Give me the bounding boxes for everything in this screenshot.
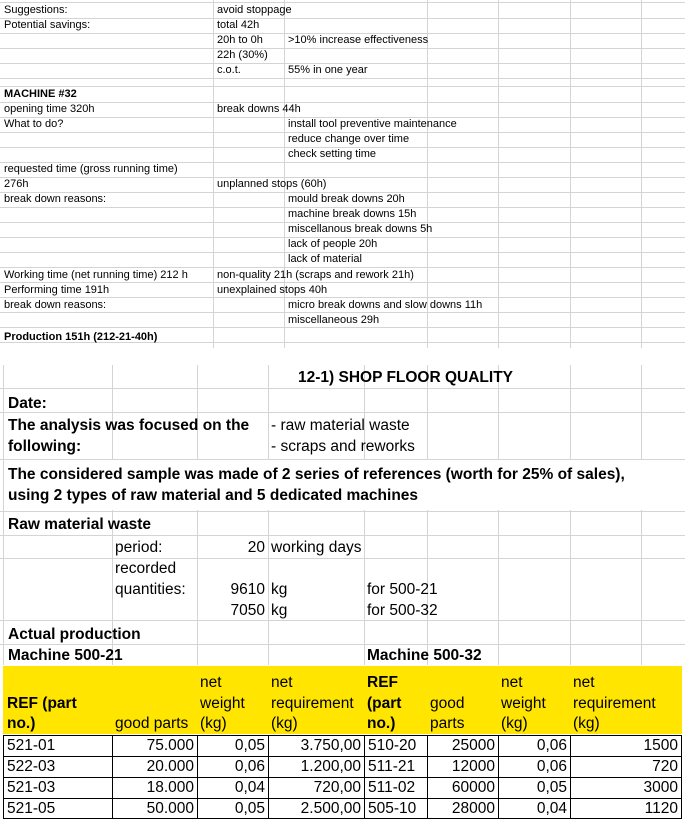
cell-ref: 511-21: [364, 756, 427, 777]
reason-item: machine break downs 15h: [288, 208, 417, 220]
savings-total: total 42h: [217, 19, 260, 31]
reason-item: lack of material: [288, 253, 362, 265]
cell-ref: 521-03: [3, 777, 112, 798]
cell-ref: 521-01: [3, 735, 112, 756]
header-weight-right: (kg): [501, 715, 528, 732]
production-table: [3, 735, 682, 819]
sample-line-1: The considered sample was made of 2 series of references (worth for 25% of sales),: [8, 466, 625, 483]
cell-net-weight: 0,04: [197, 777, 268, 798]
cell-good-parts: 12000: [427, 756, 498, 777]
cell-net-weight: 0,05: [498, 777, 570, 798]
cell-ref: 521-05: [3, 798, 112, 819]
date-label: Date:: [8, 395, 47, 412]
cell-net-weight: 0,05: [197, 735, 268, 756]
requested-time-value: 276h: [4, 178, 29, 190]
table-row: [3, 756, 682, 777]
cell-good-parts: 18.000: [112, 777, 197, 798]
period-unit: working days: [271, 539, 362, 556]
header-weight-right: net: [501, 674, 523, 691]
savings-line-1-note: >10% increase effectiveness: [288, 34, 429, 46]
machine-500-32-label: Machine 500-32: [367, 647, 482, 664]
break-down-reasons-label: break down reasons:: [4, 193, 107, 205]
cell-net-requirement: 2.500,00: [268, 798, 364, 819]
cell-ref: 522-03: [3, 756, 112, 777]
section-title: 12-1) SHOP FLOOR QUALITY: [298, 369, 514, 386]
break-down-reasons-2-label: break down reasons:: [4, 299, 107, 311]
header-weight-left: net: [200, 674, 222, 691]
unexplained-stops: unexplained stops 40h: [217, 284, 328, 296]
machine-32-title: MACHINE #32: [4, 88, 77, 100]
savings-line-3: c.o.t.: [217, 64, 241, 76]
cell-net-weight: 0,06: [197, 756, 268, 777]
header-req-left: net: [271, 674, 293, 691]
quantity-500-21: 9610: [230, 581, 265, 598]
cell-net-weight: 0,06: [498, 735, 570, 756]
quantity-500-32-unit: kg: [271, 602, 288, 619]
focus-item: - raw material waste: [271, 417, 410, 434]
header-req-right: net: [573, 674, 595, 691]
header-req-right: requirement: [573, 695, 656, 712]
focus-label-line-2: following:: [8, 438, 82, 455]
quantity-500-32: 7050: [230, 602, 265, 619]
cell-net-requirement: 3.750,00: [268, 735, 364, 756]
working-time: Working time (net running time) 212 h: [4, 269, 188, 281]
breakdowns-total: break downs 44h: [217, 103, 301, 115]
quantity-500-21-ref: for 500-21: [367, 581, 438, 598]
suggestions-label: Suggestions:: [4, 4, 68, 16]
header-good-right: parts: [430, 715, 465, 732]
header-req-right: (kg): [573, 715, 600, 732]
header-ref-left: REF (part: [7, 695, 77, 712]
cell-net-requirement: 1500: [570, 735, 682, 756]
suggestions-value: avoid stoppage: [217, 4, 292, 16]
machine-500-21-label: Machine 500-21: [8, 647, 123, 664]
cell-net-requirement: 1120: [570, 798, 682, 819]
reason2-item: micro break downs and slow downs 11h: [288, 299, 483, 311]
header-weight-left: (kg): [200, 715, 227, 732]
focus-label-line-1: The analysis was focused on the: [8, 417, 250, 434]
cell-good-parts: 28000: [427, 798, 498, 819]
cell-good-parts: 20.000: [112, 756, 197, 777]
cell-good-parts: 50.000: [112, 798, 197, 819]
cell-net-weight: 0,06: [498, 756, 570, 777]
header-ref-right: (part: [367, 695, 402, 712]
header-req-left: requirement: [271, 695, 354, 712]
header-req-left: (kg): [271, 715, 298, 732]
cell-net-requirement: 720: [570, 756, 682, 777]
quantity-500-32-ref: for 500-32: [367, 602, 438, 619]
recorded-label-2: quantities:: [115, 581, 186, 598]
header-ref-right: no.): [367, 715, 396, 732]
requested-time-label: requested time (gross running time): [4, 163, 178, 175]
table-row: [3, 777, 682, 798]
opening-time: opening time 320h: [4, 103, 95, 115]
sample-line-2: using 2 types of raw material and 5 dedicated machines: [8, 487, 419, 504]
action-item: check setting time: [288, 148, 377, 160]
header-good-left: good parts: [115, 715, 189, 732]
savings-line-1: 20h to 0h: [217, 34, 263, 46]
cell-good-parts: 60000: [427, 777, 498, 798]
cell-ref: 505-10: [364, 798, 427, 819]
header-weight-right: weight: [501, 695, 546, 712]
performing-time: Performing time 191h: [4, 284, 110, 296]
cell-ref: 511-02: [364, 777, 427, 798]
cell-net-requirement: 720,00: [268, 777, 364, 798]
cell-good-parts: 75.000: [112, 735, 197, 756]
header-good-right: good: [430, 695, 465, 712]
reason-item: mould break downs 20h: [288, 193, 405, 205]
savings-line-3-note: 55% in one year: [288, 64, 368, 76]
header-ref-right: REF: [367, 674, 398, 691]
non-quality: non-quality 21h (scraps and rework 21h): [217, 269, 414, 281]
period-value: 20: [247, 539, 265, 556]
reason-item: miscellanous break downs 5h: [288, 223, 433, 235]
header-weight-left: weight: [200, 695, 245, 712]
production-total: Production 151h (212-21-40h): [4, 331, 158, 343]
savings-line-2: 22h (30%): [217, 49, 268, 61]
table-row: [3, 798, 682, 819]
reason-item: lack of people 20h: [288, 238, 378, 250]
focus-item: - scraps and reworks: [271, 438, 415, 455]
period-label: period:: [115, 539, 163, 556]
unplanned-stops: unplanned stops (60h): [217, 178, 327, 190]
cell-good-parts: 25000: [427, 735, 498, 756]
savings-label: Potential savings:: [4, 19, 91, 31]
cell-net-weight: 0,04: [498, 798, 570, 819]
action-item: install tool preventive maintenance: [288, 118, 457, 130]
table-row: [3, 735, 682, 756]
action-item: reduce change over time: [288, 133, 410, 145]
quantity-500-21-unit: kg: [271, 581, 288, 598]
recorded-label-1: recorded: [115, 560, 177, 577]
cell-net-weight: 0,05: [197, 798, 268, 819]
cell-net-requirement: 1.200,00: [268, 756, 364, 777]
cell-net-requirement: 3000: [570, 777, 682, 798]
header-ref-left: no.): [7, 715, 36, 732]
raw-material-title: Raw material waste: [8, 516, 152, 533]
what-to-do-label: What to do?: [4, 118, 64, 130]
cell-ref: 510-20: [364, 735, 427, 756]
reason2-item: miscellaneous 29h: [288, 314, 380, 326]
actual-production-title: Actual production: [8, 626, 141, 643]
